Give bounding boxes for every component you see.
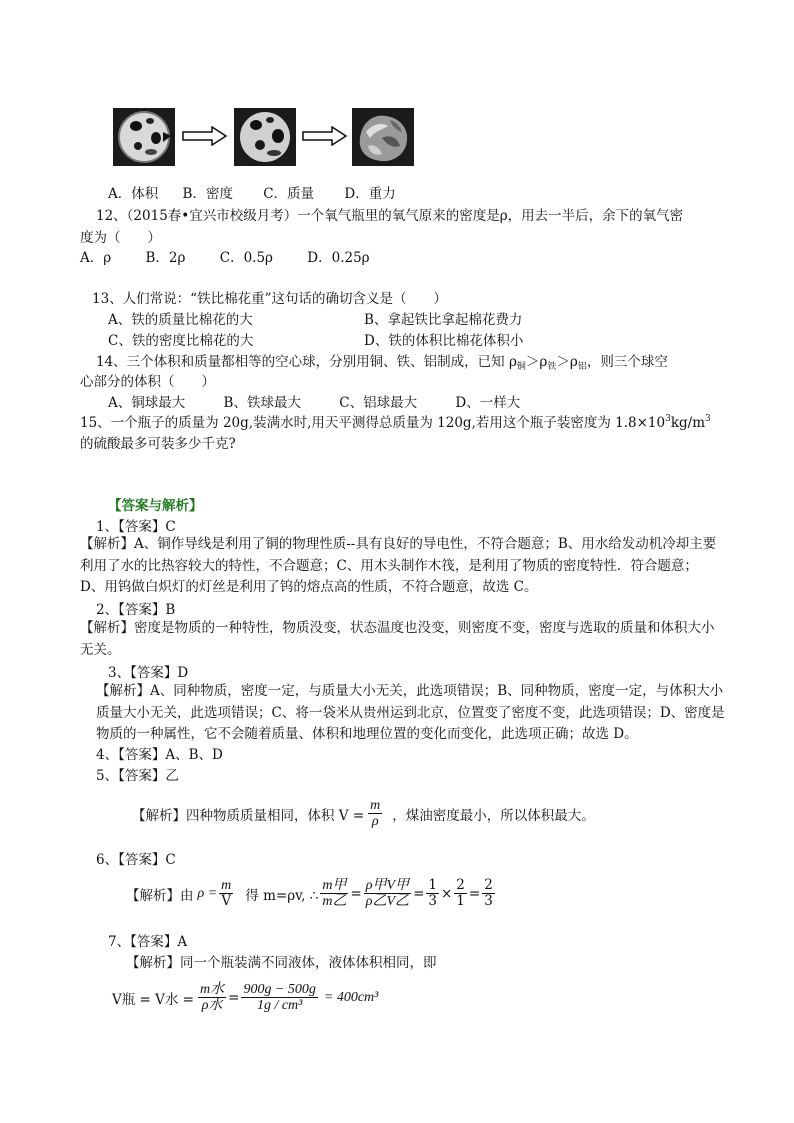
fraction-denominator: V [221,893,232,909]
q13-stem: 13、人们常说：“铁比棉花重”这句话的确切含义是（ ） [92,291,447,307]
q14-option-d: D、一样大 [455,395,521,411]
answer-5-post: ，煤油密度最小，所以体积最大。 [392,807,595,824]
answer-6-fraction-2 [320,878,348,909]
q14-sub-aluminum: 铝 [577,362,587,372]
answer-6-fraction-3 [364,878,411,909]
answer-7-formula [112,982,378,1013]
fraction-numerator: m水 [200,982,225,997]
option-a: A．体积 [108,186,159,202]
answer-6-fraction-6 [482,878,495,909]
q12-option-d: D．0.25ρ [307,250,370,266]
q13-option-d: D、铁的体积比棉花体积小 [364,333,524,349]
q14-option-b: B、铁球最大 [223,395,301,411]
fraction-denominator: 3 [428,893,437,909]
fraction-numerator: m [221,878,232,893]
answers-heading: 【答案与解析】 [108,498,203,514]
q13-option-a: A、铁的质量比棉花的大 [108,312,253,328]
q14-line1 [96,350,668,372]
answer-6-pre: 【解析】由 [126,887,194,904]
arrow-icon [182,126,228,150]
answer-2-text: 【解析】密度是物质的一种特性，物质没变，状态温度也没变，则密度不变，密度与选取的质量和体积大小无关。 [80,620,715,658]
equals-sign: = [228,989,240,1006]
answer-6-fraction-4 [426,878,439,909]
q12-option-c: C．0.5ρ [219,250,273,266]
q14-gt-1: ＞ρ [525,354,548,370]
q15-exp-2: 3 [705,414,711,424]
fraction-denominator: m乙 [322,894,347,909]
answer-7-label: 7、【答案】A [108,934,188,950]
answer-1-text: 【解析】A、铜作导线是利用了铜的物理性质--具有良好的导电性，不符合题意；B、用水给发动机冷却主要利用了水的比热容较大的特性，不合题意；C、用木头制作木筏，是利用了物质的密度特性．符合题意；D、用钨做白炽灯的灯丝是利用了钨的熔点高的性质，不符合题意，故选 C。 [80,536,717,595]
q15-text: 15、一个瓶子的质量为 20g,装满水时,用天平测得总质量为 120g,若用这个瓶子装密度为 1.8×10 [80,415,666,431]
fraction-denominator: ρ [371,814,379,829]
q14-options [108,391,520,411]
answer-6-label: 6、【答案】C [96,852,176,868]
ball-image-2 [234,108,296,166]
answer-2-label: 2、【答案】B [96,602,176,618]
fraction-denominator: ρ水 [201,998,223,1013]
fraction-denominator: 1g / cm³ [256,998,303,1013]
ball-image-1 [113,108,175,166]
answer-6-rho: ρ = [197,885,218,901]
q15-line2: 的硫酸最多可装多少千克? [80,436,236,452]
q13-option-c: C、铁的密度比棉花的大 [108,333,254,349]
equals-sign: = [350,885,362,902]
equals-sign: = [413,885,425,902]
answer-7-result: = 400cm³ [323,989,379,1005]
option-b: B．密度 [182,186,233,202]
answer-3-label: 3、【答案】D [108,665,189,681]
fraction-numerator: m甲 [322,878,347,893]
option-c: C．质量 [263,186,315,202]
answer-5-explanation [132,798,595,829]
q15-line1 [80,411,711,431]
q14-line2: 心部分的体积（ ） [80,374,215,390]
q14-gt-2: ＞ρ [556,354,578,370]
fraction-denominator: 3 [484,893,493,909]
q14-text-a: 14、三个体积和质量都相等的空心球，分别用铜、铁、铝制成，已知 ρ [96,354,517,370]
fraction-numerator: m [370,798,381,813]
equals-sign: = [468,885,481,902]
q15-exp-1: 3 [665,414,671,424]
q12-option-b: B．2ρ [145,250,186,266]
q14-sub-copper: 铜 [516,362,526,372]
answer-1-label: 1、【答案】C [96,519,176,535]
q13-option-b: B、拿起铁比拿起棉花费力 [364,312,523,328]
answer-5-pre: 【解析】四种物质质量相同，体积 V = [132,807,365,824]
q12-line1: 12、（2015春•宜兴市校级月考）一个氧气瓶里的氧气原来的密度是ρ，用去一半后，余下的氧气密 [96,208,684,224]
q14-text-b: ，则三个球空 [586,354,668,370]
fraction-numerator: 1 [428,877,437,893]
q12-option-a: A．ρ [80,250,112,266]
fraction-numerator: 2 [456,877,465,893]
q14-option-c: C、铝球最大 [339,395,418,411]
fraction-denominator: 1 [456,893,465,909]
arrow-icon [302,126,348,150]
q12-options [80,246,370,266]
ball-image-3 [352,108,414,166]
q15-unit: kg/m [670,415,706,431]
answer-5-fraction [368,798,382,829]
answer-7-fraction-1 [198,982,226,1013]
answer-7-fraction-2 [241,982,317,1013]
answer-3-text: 【解析】A、同种物质，密度一定，与质量大小无关，此选项错误；B、同种物质，密度一定，与体积大小质量大小无关，此选项错误；C、将一袋米从贵州运到北京，位置变了密度不变，此选项错误；D、密度是物质的一种属性，它不会随着质量、体积和地理位置的变化而变化，此选项正确；故选 D。 [96,683,725,742]
answer-7-text: 【解析】同一个瓶装满不同液体，液体体积相同，即 [126,955,437,971]
answer-6-fraction-5 [454,878,467,909]
answer-4-label: 4、【答案】A、B、D [96,747,223,763]
q12-line2: 度为（ ） [80,230,161,246]
times-sign: × [440,885,453,902]
fraction-denominator: ρ乙V乙 [365,894,410,909]
q14-sub-iron: 铁 [547,362,557,372]
answer-6-mid: 得 m=ρv, ∴ [245,887,319,904]
answer-5-label: 5、【答案】乙 [96,768,179,784]
fraction-numerator: 2 [484,877,493,893]
fraction-numerator: ρ甲V甲 [365,878,410,893]
answer-6-fraction-1 [219,878,233,909]
q14-option-a: A、铜球最大 [108,395,186,411]
fraction-numerator: 900g − 500g [243,982,316,997]
option-d: D．重力 [344,186,396,202]
answer-7-lhs: V瓶 = V水 = [112,991,194,1008]
figure-options [108,182,396,202]
answer-6-explanation [126,878,497,909]
